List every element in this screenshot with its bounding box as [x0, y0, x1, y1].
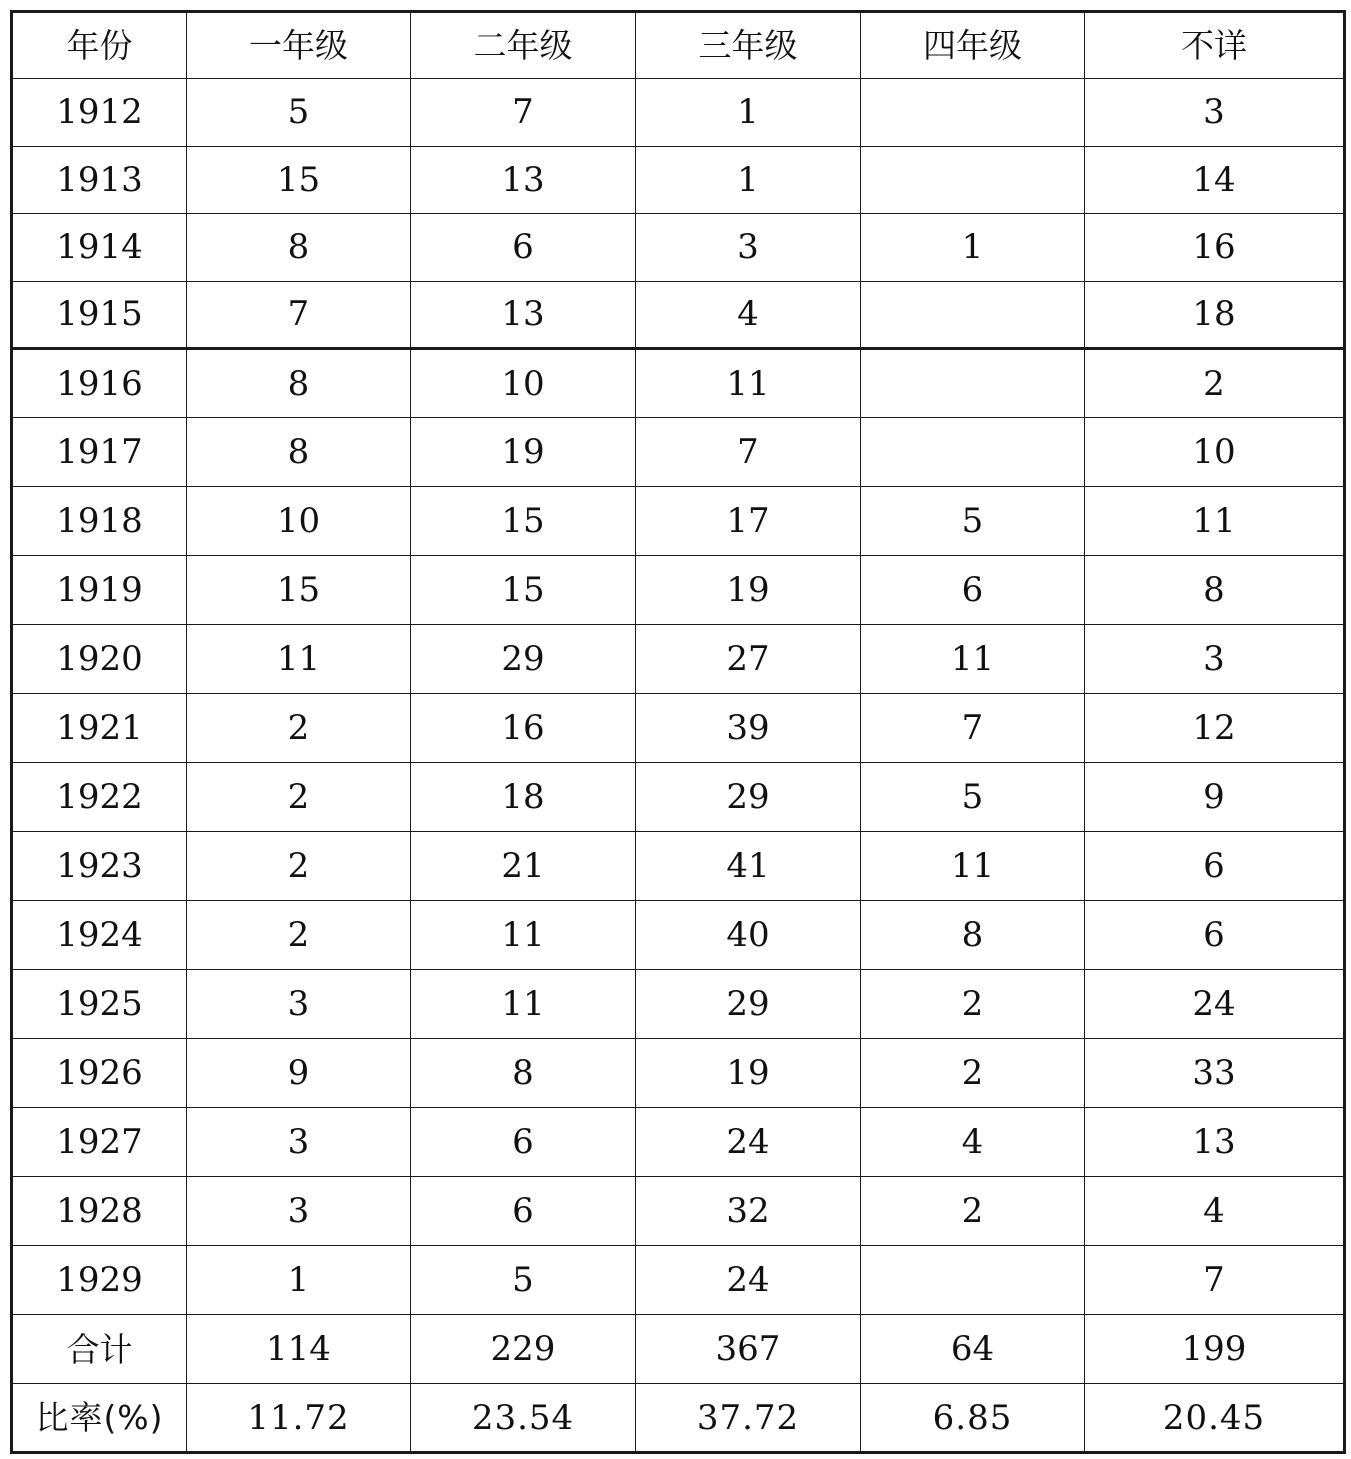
grade-distribution-table	[10, 10, 1346, 1454]
cell-year: 1921	[12, 694, 187, 763]
cell-grade-1: 8	[187, 349, 411, 418]
rate-cell-grade-2: 23.54	[411, 1384, 636, 1453]
table-row	[12, 418, 1345, 487]
cell-grade-2: 16	[411, 694, 636, 763]
header-row	[12, 12, 1345, 79]
cell-grade-2: 8	[411, 1039, 636, 1108]
cell-unknown: 6	[1085, 901, 1345, 970]
cell-year: 1917	[12, 418, 187, 487]
cell-unknown: 24	[1085, 970, 1345, 1039]
table-row	[12, 556, 1345, 625]
cell-year: 1916	[12, 349, 187, 418]
cell-unknown: 14	[1085, 146, 1345, 214]
cell-grade-2: 10	[411, 349, 636, 418]
header-cell-grade-2: 二年级	[411, 12, 636, 79]
table-row	[12, 763, 1345, 832]
cell-grade-3: 24	[636, 1246, 861, 1315]
rate-cell-grade-3: 37.72	[636, 1384, 861, 1453]
table-row	[12, 349, 1345, 418]
cell-grade-1: 8	[187, 214, 411, 282]
cell-grade-1: 15	[187, 556, 411, 625]
cell-unknown: 13	[1085, 1108, 1345, 1177]
total-row	[12, 1315, 1345, 1384]
cell-year: 1927	[12, 1108, 187, 1177]
cell-grade-1: 8	[187, 418, 411, 487]
cell-grade-2: 21	[411, 832, 636, 901]
cell-grade-3: 17	[636, 487, 861, 556]
cell-unknown: 3	[1085, 79, 1345, 147]
cell-grade-2: 18	[411, 763, 636, 832]
cell-grade-4: 5	[861, 487, 1085, 556]
cell-grade-3: 24	[636, 1108, 861, 1177]
cell-grade-2: 6	[411, 1177, 636, 1246]
total-label: 合计	[12, 1315, 187, 1384]
total-cell-grade-1: 114	[187, 1315, 411, 1384]
cell-year: 1923	[12, 832, 187, 901]
table-row	[12, 1039, 1345, 1108]
table-row	[12, 694, 1345, 763]
total-cell-grade-3: 367	[636, 1315, 861, 1384]
cell-grade-4	[861, 1246, 1085, 1315]
cell-grade-2: 6	[411, 214, 636, 282]
rate-cell-grade-4: 6.85	[861, 1384, 1085, 1453]
table-row	[12, 970, 1345, 1039]
cell-grade-3: 39	[636, 694, 861, 763]
cell-grade-3: 41	[636, 832, 861, 901]
total-cell-unknown: 199	[1085, 1315, 1345, 1384]
cell-unknown: 3	[1085, 625, 1345, 694]
cell-year: 1924	[12, 901, 187, 970]
table-row	[12, 1246, 1345, 1315]
cell-grade-1: 3	[187, 1177, 411, 1246]
cell-grade-2: 11	[411, 901, 636, 970]
header-cell-grade-4: 四年级	[861, 12, 1085, 79]
table-row	[12, 146, 1345, 214]
cell-grade-2: 15	[411, 556, 636, 625]
cell-unknown: 11	[1085, 487, 1345, 556]
cell-grade-4: 11	[861, 625, 1085, 694]
cell-grade-1: 2	[187, 901, 411, 970]
cell-grade-3: 27	[636, 625, 861, 694]
cell-year: 1913	[12, 146, 187, 214]
cell-grade-3: 4	[636, 281, 861, 349]
cell-grade-1: 15	[187, 146, 411, 214]
header-cell-year: 年份	[12, 12, 187, 79]
cell-grade-1: 10	[187, 487, 411, 556]
cell-grade-1: 9	[187, 1039, 411, 1108]
total-cell-grade-2: 229	[411, 1315, 636, 1384]
cell-year: 1919	[12, 556, 187, 625]
cell-year: 1922	[12, 763, 187, 832]
cell-unknown: 16	[1085, 214, 1345, 282]
table-row	[12, 79, 1345, 147]
cell-unknown: 2	[1085, 349, 1345, 418]
cell-grade-1: 3	[187, 1108, 411, 1177]
cell-grade-2: 6	[411, 1108, 636, 1177]
cell-grade-1: 1	[187, 1246, 411, 1315]
cell-grade-4: 1	[861, 214, 1085, 282]
cell-grade-2: 13	[411, 281, 636, 349]
cell-grade-4	[861, 418, 1085, 487]
cell-year: 1914	[12, 214, 187, 282]
cell-grade-2: 5	[411, 1246, 636, 1315]
cell-grade-1: 2	[187, 832, 411, 901]
header-cell-grade-3: 三年级	[636, 12, 861, 79]
cell-unknown: 9	[1085, 763, 1345, 832]
cell-year: 1920	[12, 625, 187, 694]
cell-grade-1: 5	[187, 79, 411, 147]
cell-grade-2: 11	[411, 970, 636, 1039]
cell-grade-2: 7	[411, 79, 636, 147]
cell-grade-4: 8	[861, 901, 1085, 970]
cell-unknown: 18	[1085, 281, 1345, 349]
cell-grade-3: 7	[636, 418, 861, 487]
rate-cell-grade-1: 11.72	[187, 1384, 411, 1453]
header-cell-grade-1: 一年级	[187, 12, 411, 79]
cell-grade-4: 2	[861, 1039, 1085, 1108]
table-row	[12, 901, 1345, 970]
cell-grade-3: 19	[636, 556, 861, 625]
table-body	[12, 12, 1345, 1453]
cell-grade-4: 6	[861, 556, 1085, 625]
cell-grade-3: 40	[636, 901, 861, 970]
cell-grade-2: 13	[411, 146, 636, 214]
cell-unknown: 10	[1085, 418, 1345, 487]
cell-grade-2: 15	[411, 487, 636, 556]
cell-year: 1915	[12, 281, 187, 349]
table-row	[12, 832, 1345, 901]
cell-grade-3: 29	[636, 763, 861, 832]
cell-unknown: 33	[1085, 1039, 1345, 1108]
table-row	[12, 1108, 1345, 1177]
cell-unknown: 6	[1085, 832, 1345, 901]
cell-grade-4	[861, 79, 1085, 147]
cell-unknown: 8	[1085, 556, 1345, 625]
table-row	[12, 281, 1345, 349]
cell-year: 1912	[12, 79, 187, 147]
cell-grade-3: 32	[636, 1177, 861, 1246]
cell-grade-3: 19	[636, 1039, 861, 1108]
cell-grade-4: 5	[861, 763, 1085, 832]
cell-grade-4	[861, 281, 1085, 349]
table-row	[12, 487, 1345, 556]
cell-grade-4: 11	[861, 832, 1085, 901]
cell-unknown: 4	[1085, 1177, 1345, 1246]
rate-label: 比率(%)	[12, 1384, 187, 1453]
rate-cell-unknown: 20.45	[1085, 1384, 1345, 1453]
cell-grade-2: 19	[411, 418, 636, 487]
cell-unknown: 7	[1085, 1246, 1345, 1315]
header-cell-unknown: 不详	[1085, 12, 1345, 79]
table-row	[12, 1177, 1345, 1246]
cell-year: 1929	[12, 1246, 187, 1315]
cell-grade-4: 7	[861, 694, 1085, 763]
cell-grade-1: 2	[187, 694, 411, 763]
cell-grade-1: 11	[187, 625, 411, 694]
cell-grade-1: 2	[187, 763, 411, 832]
cell-year: 1925	[12, 970, 187, 1039]
rate-row	[12, 1384, 1345, 1453]
cell-grade-3: 11	[636, 349, 861, 418]
cell-unknown: 12	[1085, 694, 1345, 763]
cell-grade-3: 1	[636, 79, 861, 147]
cell-grade-1: 7	[187, 281, 411, 349]
cell-year: 1928	[12, 1177, 187, 1246]
cell-grade-4: 2	[861, 970, 1085, 1039]
cell-grade-4: 4	[861, 1108, 1085, 1177]
table-row	[12, 625, 1345, 694]
cell-grade-1: 3	[187, 970, 411, 1039]
cell-grade-3: 1	[636, 146, 861, 214]
cell-grade-4	[861, 146, 1085, 214]
cell-grade-3: 3	[636, 214, 861, 282]
cell-grade-4: 2	[861, 1177, 1085, 1246]
cell-grade-2: 29	[411, 625, 636, 694]
cell-grade-4	[861, 349, 1085, 418]
table-row	[12, 214, 1345, 282]
total-cell-grade-4: 64	[861, 1315, 1085, 1384]
cell-year: 1918	[12, 487, 187, 556]
cell-year: 1926	[12, 1039, 187, 1108]
cell-grade-3: 29	[636, 970, 861, 1039]
